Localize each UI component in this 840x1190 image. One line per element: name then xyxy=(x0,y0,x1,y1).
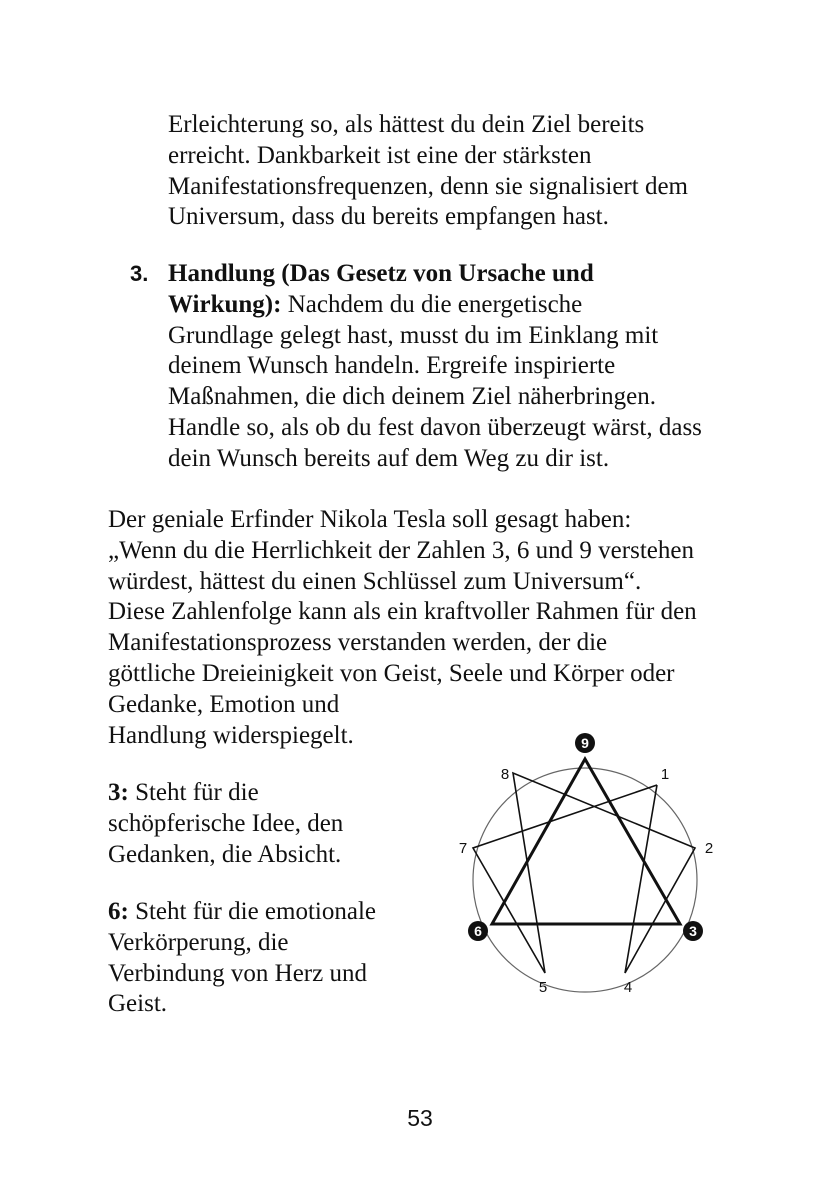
text-line: Nachdem du die energetische xyxy=(281,290,583,318)
definition-label: 3: xyxy=(108,779,129,806)
list-number: 3. xyxy=(130,261,149,286)
continuation-paragraph xyxy=(168,110,768,233)
svg-text:9: 9 xyxy=(581,735,589,751)
svg-text:3: 3 xyxy=(689,923,697,939)
outer-circle xyxy=(473,768,697,992)
text-line: dein Wunsch bereits auf dem Weg zu dir ist. xyxy=(168,444,610,472)
text-line: Erleichterung so, als hättest du dein Ziel bereits xyxy=(168,111,645,138)
point-label-2: 2 xyxy=(704,840,714,857)
text-line: schöpferische Idee, den xyxy=(108,809,344,837)
point-label-4: 4 xyxy=(623,979,633,996)
text-line: Manifestationsprozess verstanden werden, der die xyxy=(108,629,608,657)
definition-label: 6: xyxy=(108,898,129,925)
text-line: Der geniale Erfinder Nikola Tesla soll gesagt haben: xyxy=(108,506,632,533)
text-line: erreicht. Dankbarkeit ist eine der stärksten xyxy=(168,141,592,169)
text-line: deinem Wunsch handeln. Ergreife inspirierte xyxy=(168,352,616,380)
text-line: göttliche Dreieinigkeit von Geist, Seele und Körper oder xyxy=(108,659,675,687)
svg-text:6: 6 xyxy=(474,923,482,939)
text-line: Diese Zahlenfolge kann als ein kraftvoller Rahmen für den xyxy=(108,598,697,626)
text-line: Gedanke, Emotion und xyxy=(108,690,340,718)
text-line: Verbindung von Herz und xyxy=(108,959,367,987)
text-line: Steht für die emotionale xyxy=(128,898,376,925)
text-line: Grundlage gelegt hast, musst du im Einklang mit xyxy=(168,321,659,349)
text-line: Geist. xyxy=(108,990,168,1018)
page-number: 53 xyxy=(407,1105,433,1131)
definition-6 xyxy=(108,897,428,1020)
enneagram-diagram xyxy=(455,728,725,1008)
hexad-lines xyxy=(473,773,695,973)
tesla-paragraph xyxy=(108,505,748,751)
text-line: Gedanken, die Absicht. xyxy=(108,840,342,868)
main-triangle xyxy=(492,759,680,924)
badge-6 xyxy=(468,921,488,941)
text-line: Verkörperung, die xyxy=(108,928,289,956)
text-line: Manifestationsfrequenzen, denn sie signalisiert dem xyxy=(168,172,688,200)
text-line: Maßnahmen, die dich deinem Ziel näherbringen. xyxy=(168,383,657,411)
definition-3 xyxy=(108,778,428,870)
text-line: Steht für die xyxy=(128,779,259,806)
point-label-7: 7 xyxy=(458,840,468,857)
badge-9 xyxy=(575,733,595,753)
list-item-body xyxy=(168,259,768,475)
point-label-1: 1 xyxy=(660,766,670,783)
item-title: Wirkung): xyxy=(168,290,282,318)
point-label-8: 8 xyxy=(500,766,510,783)
item-title: Handlung (Das Gesetz von Ursache und xyxy=(168,260,594,287)
badge-3 xyxy=(683,921,703,941)
text-line: Handle so, als ob du fest davon überzeugt wärst, dass xyxy=(168,413,702,441)
text-line: würdest, hättest du einen Schlüssel zum Universum“. xyxy=(108,567,642,595)
text-line: Handlung widerspiegelt. xyxy=(108,721,354,749)
point-label-5: 5 xyxy=(538,979,548,996)
text-line: Universum, dass du bereits empfangen hast. xyxy=(168,203,609,231)
text-line: „Wenn du die Herrlichkeit der Zahlen 3, 6 und 9 verstehen xyxy=(108,536,694,564)
